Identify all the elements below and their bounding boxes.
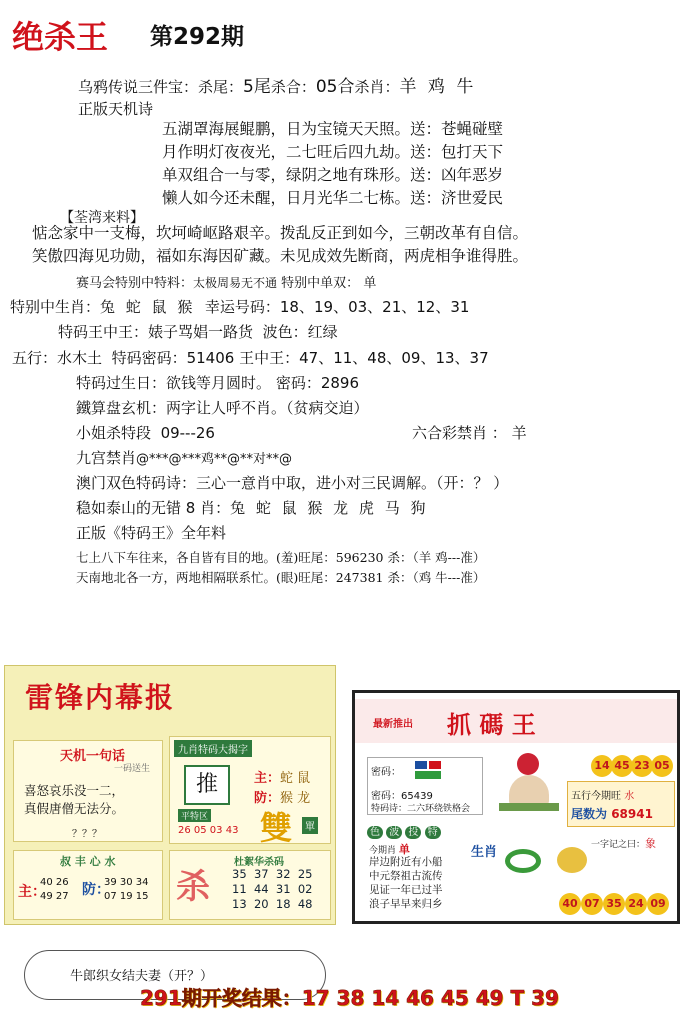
dujia-title: 杜絮华杀码: [234, 857, 284, 868]
right-poem-line: 浪子早早来归乡: [369, 898, 443, 910]
xinshui-title: 叔 丰 心 水: [60, 855, 116, 868]
fang2-label: 防：: [82, 882, 110, 898]
tiesuan-line: 鐵算盘玄机：两字让人呼不肖。（贫病交迫）: [76, 399, 369, 417]
top-ball: 05: [651, 755, 673, 777]
tianji-question: ？？？: [72, 829, 102, 840]
cloud-text: 牛郎织女结夫妻（开？）: [70, 969, 214, 984]
bottom-ball: 40: [559, 893, 581, 915]
temi-row: 特码诗：二六环绕铁格会: [371, 804, 471, 814]
jiuxiao-box: [169, 736, 331, 847]
jiugong-line: 九宫禁肖@***@***鸡**@**对**@: [76, 449, 293, 467]
top-ball: 45: [611, 755, 633, 777]
color-tags: 色 波 投 特: [367, 823, 441, 838]
issue-number: 第292期: [150, 24, 245, 50]
bottom-ball: 35: [603, 893, 625, 915]
figure-image: [499, 753, 559, 813]
right-poem-line: 岸边附近有小船: [369, 856, 443, 868]
quan-title: 【荃湾来料】: [60, 210, 144, 226]
logo-icon: [415, 761, 441, 779]
tianji-box: [13, 740, 163, 842]
tui-char: 推: [184, 765, 230, 805]
result-line: 291期开奖结果：17 38 14 46 45 49 T 39: [140, 986, 559, 1010]
pingte-label: 平特区: [178, 809, 211, 822]
tianji-saying-2: 真假唐僧无法分。: [24, 801, 125, 816]
top-ball: 14: [591, 755, 613, 777]
leifeng-panel: [4, 665, 336, 925]
pingte-numbers: 26 05 03 43: [178, 825, 239, 836]
dujia-box: [169, 850, 331, 920]
wang-line: 七上八下车往来，各自皆有目的地。(羞)旺尾：596230 杀：（羊 鸡---准）: [76, 550, 486, 565]
right-poem-line: 中元祭祖古流传: [369, 870, 443, 882]
leifeng-title: 雷锋内幕报: [25, 681, 176, 714]
liuhe-line: 六合彩禁肖 ： 羊: [412, 424, 527, 442]
yizhi-row: 一字记之曰：象: [591, 837, 657, 850]
tianji-sub: 一码送生: [114, 764, 151, 774]
jinqi-row: 今期肖 单: [369, 843, 410, 856]
fang-line: 防：猴 龙: [254, 791, 311, 806]
bottom-ball: 09: [647, 893, 669, 915]
xinshui-box: [13, 850, 163, 920]
poem-line: 五湖罩海展鲲鹏，日为宝镜天天照。送：苍蝇碰壁: [162, 120, 504, 138]
quan-line: 笑傲四海见功勋，福如东海因矿藏。未见成效先断商，两虎相争谁得胜。: [32, 247, 529, 265]
wuxing-line: 五行：水木土 特码密码：51406 王中王：47、11、48、09、13、37: [12, 349, 489, 367]
grid-row: 35 37 32 25: [232, 867, 313, 881]
grid-row: 13 20 18 48: [232, 897, 313, 911]
quan-block: [32, 222, 528, 268]
tianji-title: 天机一句话: [60, 749, 126, 764]
top-ball: 23: [631, 755, 653, 777]
jiuxiao-title: 九肖特码大揭字: [174, 740, 252, 757]
saima-line: 赛马会特别中特料：太极周易无不通 特别中单双： 单: [76, 276, 377, 291]
fang2-row-1: 39 30 34: [104, 877, 149, 888]
poem-line: 懒人如今还未醒，日月光华二七栋。送：济世爱民: [162, 189, 504, 207]
zhu-line: 主：蛇 鼠: [254, 771, 311, 786]
wen-line: 稳如泰山的无错 8 肖：兔 蛇 鼠 猴 龙 虎 马 狗: [76, 499, 429, 517]
dan-char: 單: [302, 817, 318, 834]
right-poem-line: 见证一年已过半: [369, 884, 443, 896]
bottom-ball: 24: [625, 893, 647, 915]
poem-line: 月作明灯夜夜光，二七旺后四九劫。送：包打天下: [162, 143, 504, 161]
grid-row: 11 44 31 02: [232, 882, 313, 896]
zhuama-panel: [352, 690, 680, 924]
xiaojie-line: 小姐杀特段 09---26: [76, 424, 215, 442]
wuya-line: 乌鸦传说三件宝：杀尾：5尾杀合：05合杀肖：羊 鸡 牛: [78, 77, 477, 97]
fang2-row-2: 07 19 15: [104, 891, 149, 902]
weishu-row: 尾数为 68941: [571, 807, 653, 821]
shengxiao-label: 生肖: [471, 845, 498, 860]
wang-block: [76, 548, 485, 588]
dujia-grid: [232, 867, 313, 912]
bottom-ball: 07: [581, 893, 603, 915]
mima-row: 密码：65439: [371, 791, 433, 802]
right-poem: [369, 855, 443, 911]
poem-title: 正版天机诗: [78, 100, 154, 118]
poem-line: 单双组合一与零，绿阴之地有珠形。送：凶年恶岁: [162, 166, 504, 184]
quan-line: 惦念家中一支梅，坎坷崎岖路艰辛。拨乱反正到如今，三朝改革有自信。: [32, 224, 529, 242]
zhu2-row-1: 40 26: [40, 877, 69, 888]
guosheng-line: 特码过生日：欲钱等月圆时。 密码：2896: [76, 374, 360, 392]
zhu2-row-2: 49 27: [40, 891, 69, 902]
rat-image: [553, 841, 593, 877]
tebie-line: 特别中生肖：兔 蛇 鼠 猴 幸运号码：18、19、03、21、12、31: [10, 298, 470, 316]
shuang-char: 雙: [260, 809, 293, 847]
mimi-label: 密码：: [371, 767, 401, 778]
snake-image: [505, 843, 545, 875]
zhuama-title: 抓 碼 王: [447, 710, 536, 739]
poem-block: [162, 118, 503, 210]
tianji-saying-1: 喜怒哀乐没一二，: [24, 783, 125, 798]
aomen-line: 澳门双色特码诗：三心一意肖中取，进小对三民调解。（开：？ ）: [76, 474, 509, 492]
brand-title: 绝杀王: [12, 18, 109, 56]
sha-char: 杀: [176, 867, 210, 907]
zhu2-label: 主：: [18, 884, 46, 900]
new-label: 最新推出: [373, 719, 413, 730]
wuxing-row: 五行今期旺 水: [571, 791, 635, 802]
quannian-line: 正版《特码王》全年料: [76, 524, 227, 542]
wangzhong-line: 特码王中王：婊子骂娼一路货 波色：红绿: [58, 323, 338, 341]
wang-line: 天南地北各一方，两地相隔联系忙。(眼)旺尾：247381 杀：（鸡 牛---准）: [76, 570, 486, 585]
